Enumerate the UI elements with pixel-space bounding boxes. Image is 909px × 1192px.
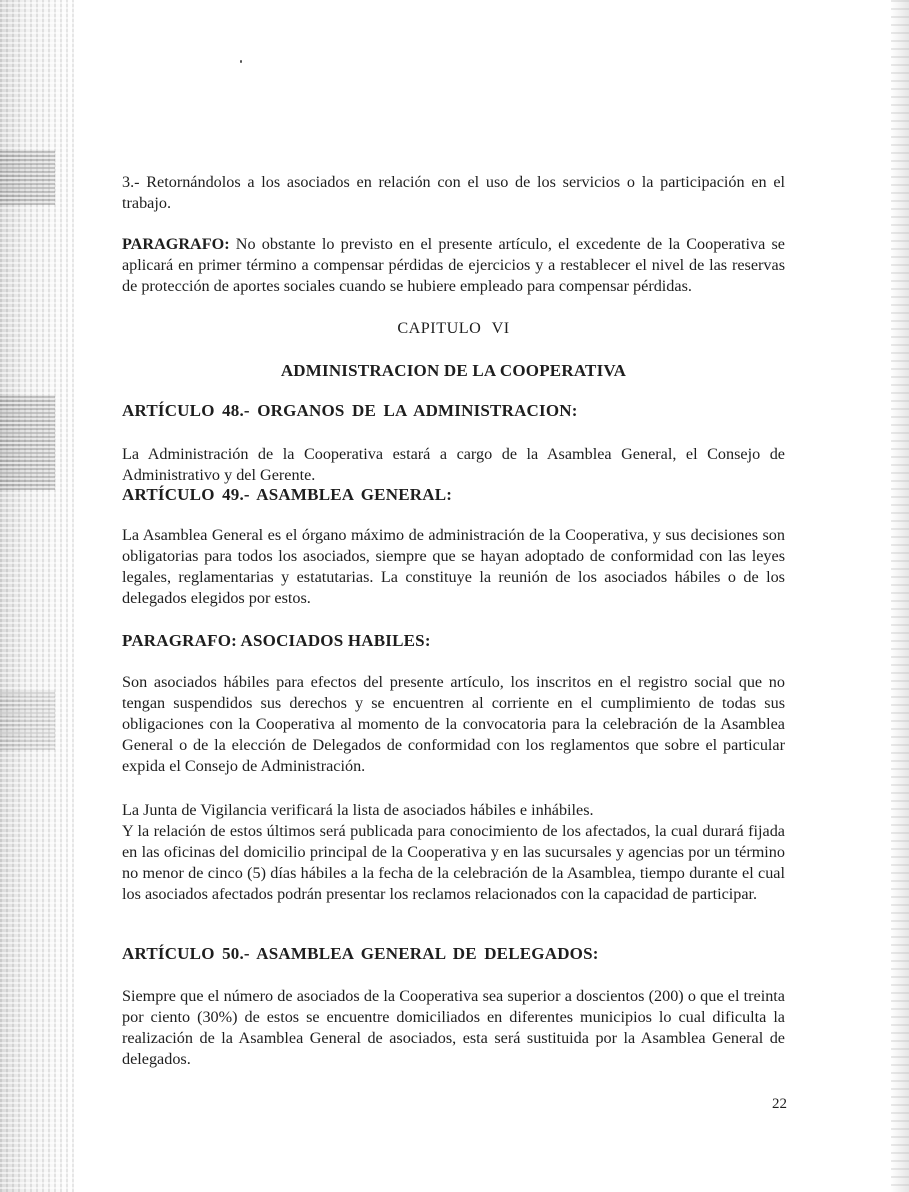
chapter-title: ADMINISTRACION DE LA COOPERATIVA	[280, 361, 627, 380]
paragrafo-label: PARAGRAFO:	[122, 235, 230, 253]
chapter-number: CAPITULO VI	[397, 319, 510, 337]
scan-blob	[0, 150, 55, 205]
scan-speck	[240, 60, 242, 63]
publicacion-text: Y la relación de estos últimos será publicada para conocimiento de los afectados, la cual durará fijada en las oficinas del domicilio principal de la Cooperativa y en las sucursales y agencias por un término no menor de cinco (5) días hábiles a la fecha de la celebración de la Asamblea, tiempo durante el cual los asociados afectados podrán presentar los reclamos relacionados con la capacidad de participar.	[122, 822, 785, 903]
scan-edge-right	[891, 0, 909, 1192]
paragrafo-text: No obstante lo previsto en el presente artículo, el excedente de la Cooperativa se aplicará en primer término a compensar pérdidas de ejercicios y a restablecer el nivel de las reservas de protección de aportes sociales cuando se hubiere empleado para compensar pérdidas.	[122, 235, 785, 295]
scan-blob	[0, 690, 55, 750]
junta-vigilancia-line: La Junta de Vigilancia verificará la lista de asociados hábiles e inhábiles.	[122, 801, 594, 819]
article-50-text: Siempre que el número de asociados de la Cooperativa sea superior a doscientos (200) o que el treinta por ciento (30%) de estos se encuentre domiciliados en diferentes municipios lo cual dificulta la realización de la Asamblea General de asociados, esta será sustituida por la Asamblea General de delegados.	[122, 987, 785, 1068]
scan-blob	[0, 395, 55, 490]
item-3: 3.- Retornándolos a los asociados en relación con el uso de los servicios o la participación en el trabajo.	[122, 173, 785, 212]
article-49-heading: ARTÍCULO 49.- ASAMBLEA GENERAL:	[122, 485, 453, 504]
page-number: 22	[772, 1096, 787, 1112]
article-49-text: La Asamblea General es el órgano máximo de administración de la Cooperativa, y sus decisiones son obligatorias para todos los asociados, siempre que se hayan adoptado de conformidad con las leyes legales, reglamentarias y estatutarias. La constituye la reunión de los asociados hábiles o de los delegados elegidos por estos.	[122, 526, 785, 607]
article-48-heading: ARTÍCULO 48.- ORGANOS DE LA ADMINISTRACION:	[122, 401, 578, 420]
article-50-heading: ARTÍCULO 50.- ASAMBLEA GENERAL DE DELEGADOS:	[122, 944, 599, 963]
paragrafo-excedente	[122, 234, 785, 297]
paragrafo-asociados-text: Son asociados hábiles para efectos del presente artículo, los inscritos en el registro social que no tengan suspendidos sus derechos y se encuentren al corriente en el cumplimiento de todas sus obligaciones con la Cooperativa al momento de la convocatoria para la celebración de la Asamblea General o de la elección de Delegados de conformidad con los reglamentos que sobre el particular expida el Consejo de Administración.	[122, 673, 785, 775]
article-48-text: La Administración de la Cooperativa estará a cargo de la Asamblea General, el Consejo de Administrativo y del Gerente.	[122, 445, 785, 484]
paragrafo-asociados-heading: PARAGRAFO: ASOCIADOS HABILES:	[122, 631, 431, 650]
